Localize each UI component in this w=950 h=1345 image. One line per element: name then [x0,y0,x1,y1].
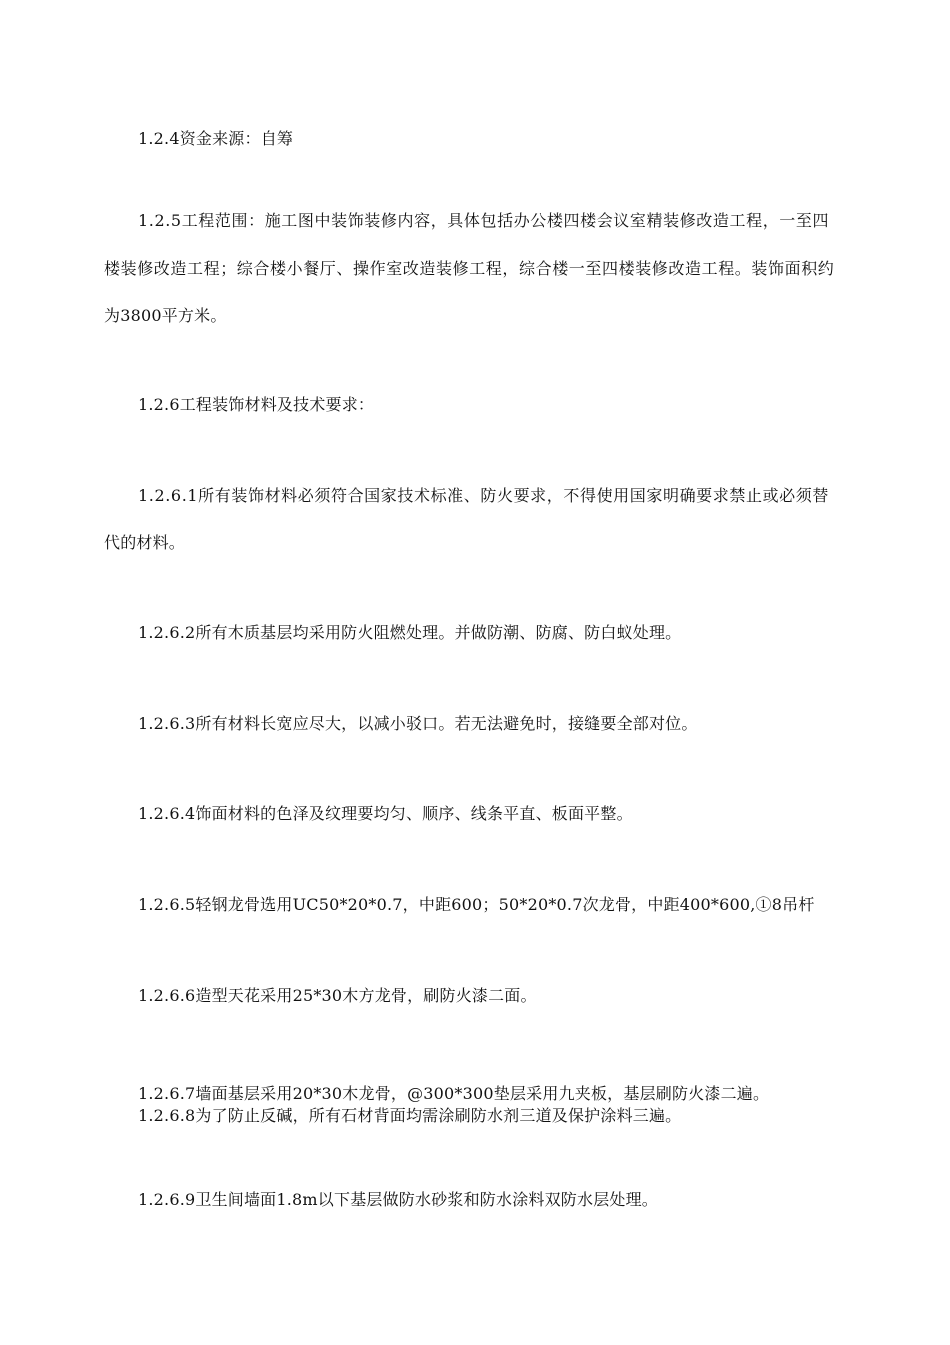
paragraph-1-2-6-6: 1.2.6.6造型天花采用25*30木方龙骨，刷防火漆二面。 [138,986,537,1005]
paragraph-1-2-6-7: 1.2.6.7墙面基层采用20*30木龙骨，@300*300垫层采用九夹板，基层刷防火漆二遍。 [138,1084,770,1103]
paragraph-1-2-6-4: 1.2.6.4饰面材料的色泽及纹理要均匀、顺序、线条平直、板面平整。 [138,804,633,823]
paragraph-1-2-6-1-line-1: 1.2.6.1所有装饰材料必须符合国家技术标准、防火要求，不得使用国家明确要求禁止或必须替 [138,486,829,505]
paragraph-1-2-6-9: 1.2.6.9卫生间墙面1.8m以下基层做防水砂浆和防水涂料双防水层处理。 [138,1190,658,1209]
paragraph-1-2-6-5: 1.2.6.5轻钢龙骨选用UC50*20*0.7，中距600；50*20*0.7次龙骨，中距400*600,①8吊杆 [138,895,815,914]
paragraph-1-2-6: 1.2.6工程装饰材料及技术要求： [138,395,375,414]
paragraph-1-2-5-line-2: 楼装修改造工程；综合楼小餐厅、操作室改造装修工程，综合楼一至四楼装修改造工程。装饰面积约 [104,259,835,278]
paragraph-1-2-6-3: 1.2.6.3所有材料长宽应尽大，以减小驳口。若无法避免时，接缝要全部对位。 [138,714,698,733]
paragraph-1-2-6-1-line-2: 代的材料。 [104,533,186,552]
paragraph-1-2-5-line-3: 为3800平方米。 [104,306,227,325]
paragraph-1-2-5-line-1: 1.2.5工程范围：施工图中装饰装修内容，具体包括办公楼四楼会议室精装修改造工程，一至四 [138,211,830,230]
paragraph-1-2-6-2: 1.2.6.2所有木质基层均采用防火阻燃处理。并做防潮、防腐、防白蚁处理。 [138,623,682,642]
paragraph-1-2-4: 1.2.4资金来源：自筹 [138,129,294,148]
paragraph-1-2-6-8: 1.2.6.8为了防止反碱，所有石材背面均需涂刷防水剂三道及保护涂料三遍。 [138,1106,682,1125]
